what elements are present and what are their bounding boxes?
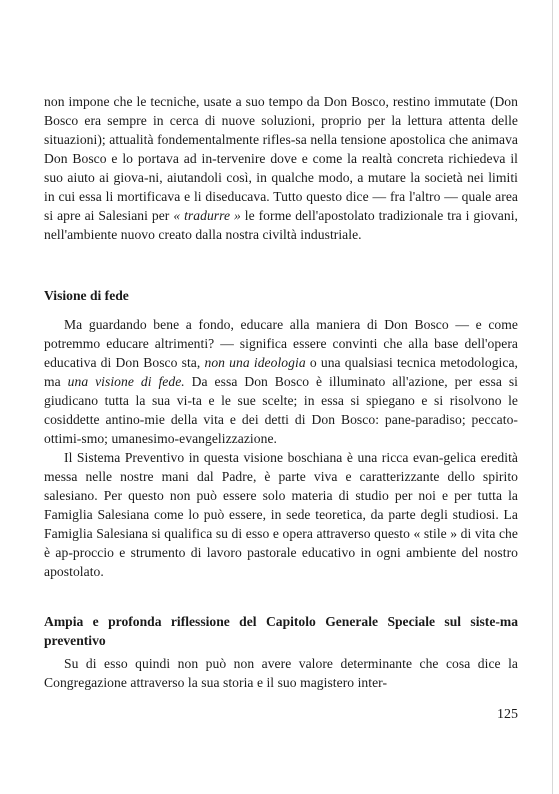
scan-edge-shadow <box>552 0 553 794</box>
paragraph-3: Il Sistema Preventivo in questa visione boschiana è una ricca evan-gelica eredità messa nelle nostre mani dal Padre, è parte viva e caratterizzante dello spirito salesiano. Per questo non può essere solo materia di studio per noi e per tutta la Famiglia Salesiana come lo può essere, in sede teoretica, da parte degli studiosi. La Famiglia Salesiana si qualifica su di esso e opera attraverso questo « stile » di vita che è ap-proccio e strumento di lavoro pastorale educativo in ogni ambiente del nostro apostolato. <box>44 450 518 579</box>
section-heading-capitolo-generale: Ampia e profonda riflessione del Capitolo Generale Speciale sul siste-ma preventivo <box>44 614 518 648</box>
section-heading-visione-di-fede: Visione di fede <box>44 288 129 303</box>
paragraph-2: Ma guardando bene a fondo, educare alla maniera di Don Bosco — e come potremmo educare altrimenti? — significa essere convinti che alla base dell'opera educativa di Don Bosco sta, non una ideologia o una qualsiasi tecnica metodologica, ma una visione di fede. Da essa Don Bosco è illuminato all'azione, per essa si giudicano tutta la sua vi-ta e le sue scelte; in essa si spiegano e si risolvono le cosiddette antino-mie della vita e dei detti di Don Bosco: pane-paradiso; peccato-ottimi-smo; umanesimo-evangelizzazione. <box>44 317 519 446</box>
emphasis-non-una-ideologia: non una ideologia <box>204 355 306 370</box>
emphasis-visione-di-fede: una visione di fede. <box>67 374 185 389</box>
paragraph-1: non impone che le tecniche, usate a suo tempo da Don Bosco, restino immutate (Don Bosco era sempre in cerca di nuove soluzioni, proprio per la lettura attenta delle situazioni); attualità fondementalmente rifles-sa nella tensione apostolica che animava Don Bosco e lo portava ad in-tervenire dove e come la realtà concreta richiedeva il suo aiuto ai giova-ni, aiutandoli così, in qualche modo, a mutare la società nei limiti in cui essa li mortificava e li diseducava. Tutto questo dice — fra l'altro — quale area si apre ai Salesiani per « tradurre » le forme dell'apostolato tradizionale tra i giovani, nell'ambiente nuovo creato dalla nostra civiltà industriale. <box>44 94 518 242</box>
paragraph-4: Su di esso quindi non può non avere valore determinante che cosa dice la Congregazione attraverso la sua storia e il suo magistero inter- <box>44 656 518 690</box>
page-number: 125 <box>497 707 518 722</box>
section-body-visione-di-fede <box>44 315 518 581</box>
section-body-capitolo-generale <box>44 654 518 692</box>
paragraph-continuation <box>44 92 518 244</box>
emphasis-tradurre: « tradurre » <box>173 208 241 223</box>
